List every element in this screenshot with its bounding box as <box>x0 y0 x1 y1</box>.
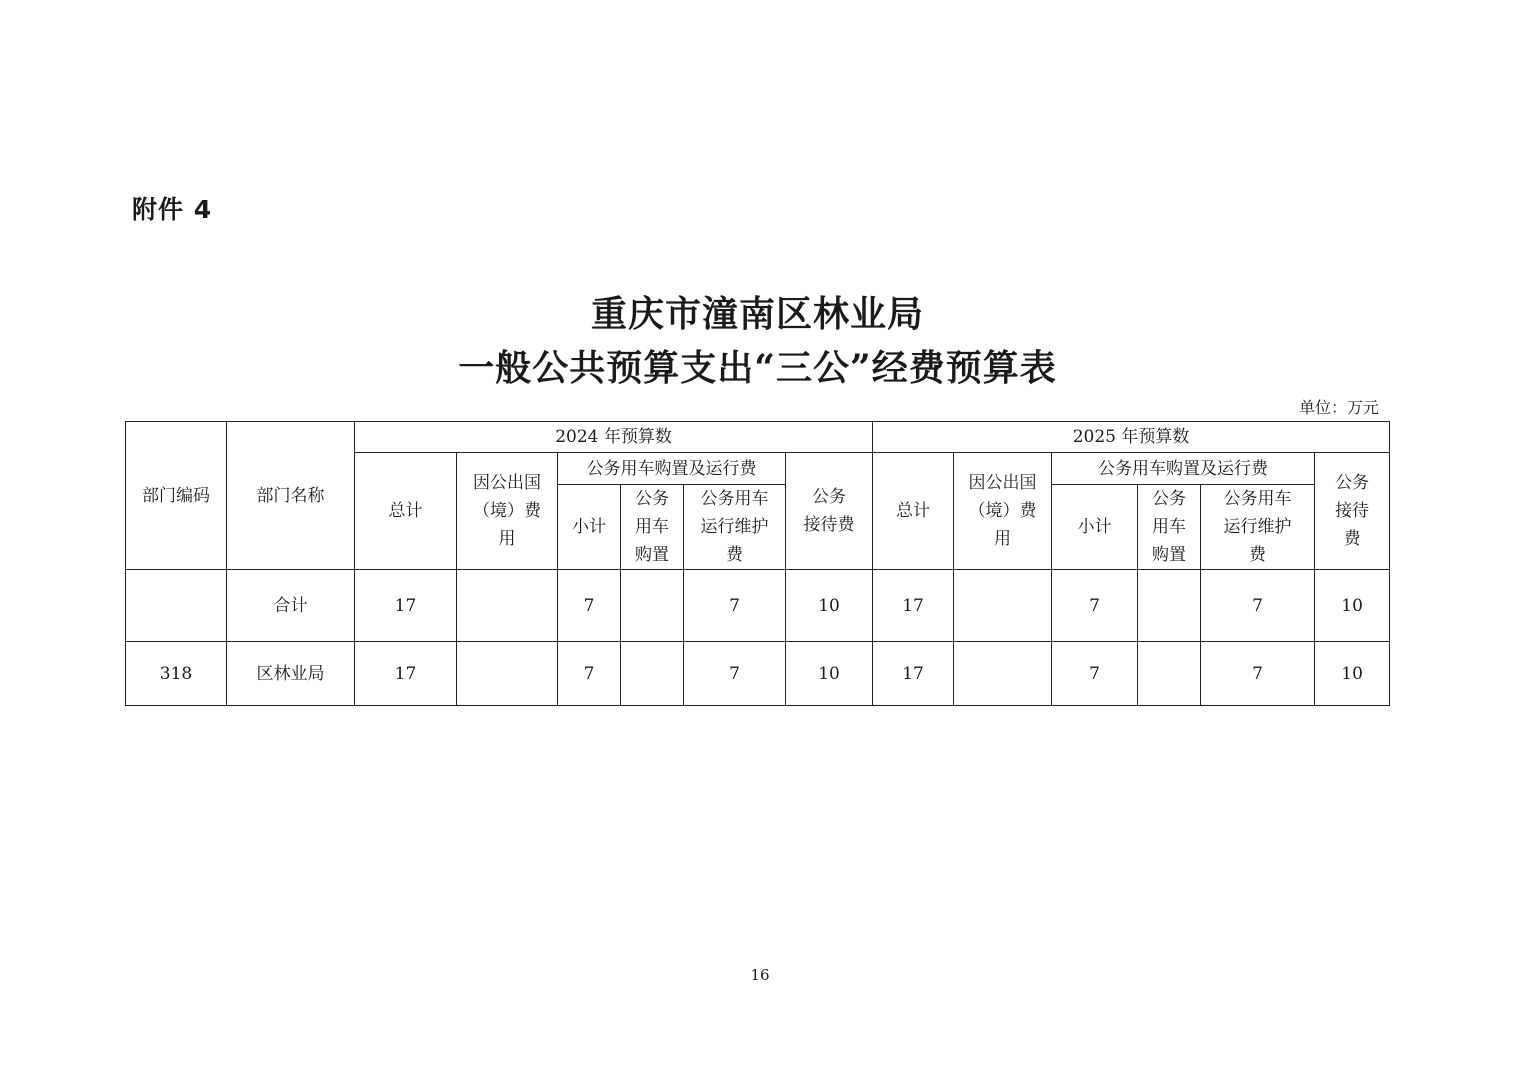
header-2024-reception: 公务 接待费 <box>786 453 873 570</box>
document-title-line1: 重庆市潼南区林业局 <box>590 293 924 335</box>
cell-2024-total: 17 <box>355 570 457 642</box>
header-2025-vehicle-group: 公务用车购置及运行费 <box>1052 453 1315 485</box>
header-2025-reception: 公务 接待 费 <box>1315 453 1390 570</box>
cell-2024-subtotal: 7 <box>558 642 621 706</box>
cell-2025-reception: 10 <box>1315 642 1390 706</box>
cell-2025-vehicle-operation: 7 <box>1201 570 1315 642</box>
table-row <box>126 570 1390 642</box>
cell-2025-subtotal: 7 <box>1052 642 1138 706</box>
cell-2024-reception: 10 <box>786 642 873 706</box>
cell-2025-abroad <box>954 570 1052 642</box>
header-2024-vehicle-purchase: 公务 用车 购置 <box>621 485 684 570</box>
unit-label: 单位：万元 <box>1298 398 1379 417</box>
budget-table <box>125 421 1390 706</box>
cell-2024-abroad <box>457 570 558 642</box>
document-title-line2: 一般公共预算支出“三公”经费预算表 <box>458 347 1057 389</box>
header-2024-subtotal: 小计 <box>558 485 621 570</box>
header-dept-name: 部门名称 <box>227 422 355 570</box>
cell-2025-reception: 10 <box>1315 570 1390 642</box>
cell-dept-code: 318 <box>126 642 227 706</box>
cell-2025-vehicle-purchase <box>1138 570 1201 642</box>
cell-2025-vehicle-operation: 7 <box>1201 642 1315 706</box>
header-2025-vehicle-operation: 公务用车 运行维护 费 <box>1201 485 1315 570</box>
cell-2025-vehicle-purchase <box>1138 642 1201 706</box>
cell-2024-vehicle-operation: 7 <box>684 570 786 642</box>
cell-2024-abroad <box>457 642 558 706</box>
header-2024-total: 总计 <box>355 453 457 570</box>
header-2025-subtotal: 小计 <box>1052 485 1138 570</box>
page-number: 16 <box>750 966 770 984</box>
header-dept-code: 部门编码 <box>126 422 227 570</box>
header-2025-vehicle-purchase: 公务 用车 购置 <box>1138 485 1201 570</box>
header-2025-total: 总计 <box>873 453 954 570</box>
header-2024-abroad: 因公出国 （境）费 用 <box>457 453 558 570</box>
cell-2024-vehicle-purchase <box>621 570 684 642</box>
header-2025-abroad: 因公出国 （境）费 用 <box>954 453 1052 570</box>
cell-dept-code <box>126 570 227 642</box>
cell-dept-name: 合计 <box>227 570 355 642</box>
cell-dept-name: 区林业局 <box>227 642 355 706</box>
cell-2024-vehicle-operation: 7 <box>684 642 786 706</box>
header-2024-vehicle-group: 公务用车购置及运行费 <box>558 453 786 485</box>
cell-2024-vehicle-purchase <box>621 642 684 706</box>
cell-2025-abroad <box>954 642 1052 706</box>
header-year-2024: 2024 年预算数 <box>355 422 873 453</box>
header-2024-vehicle-operation: 公务用车 运行维护 费 <box>684 485 786 570</box>
cell-2025-total: 17 <box>873 642 954 706</box>
attachment-label: 附件 4 <box>132 195 213 224</box>
cell-2025-subtotal: 7 <box>1052 570 1138 642</box>
cell-2024-subtotal: 7 <box>558 570 621 642</box>
cell-2024-reception: 10 <box>786 570 873 642</box>
cell-2025-total: 17 <box>873 570 954 642</box>
cell-2024-total: 17 <box>355 642 457 706</box>
table-row <box>126 642 1390 706</box>
header-year-2025: 2025 年预算数 <box>873 422 1390 453</box>
